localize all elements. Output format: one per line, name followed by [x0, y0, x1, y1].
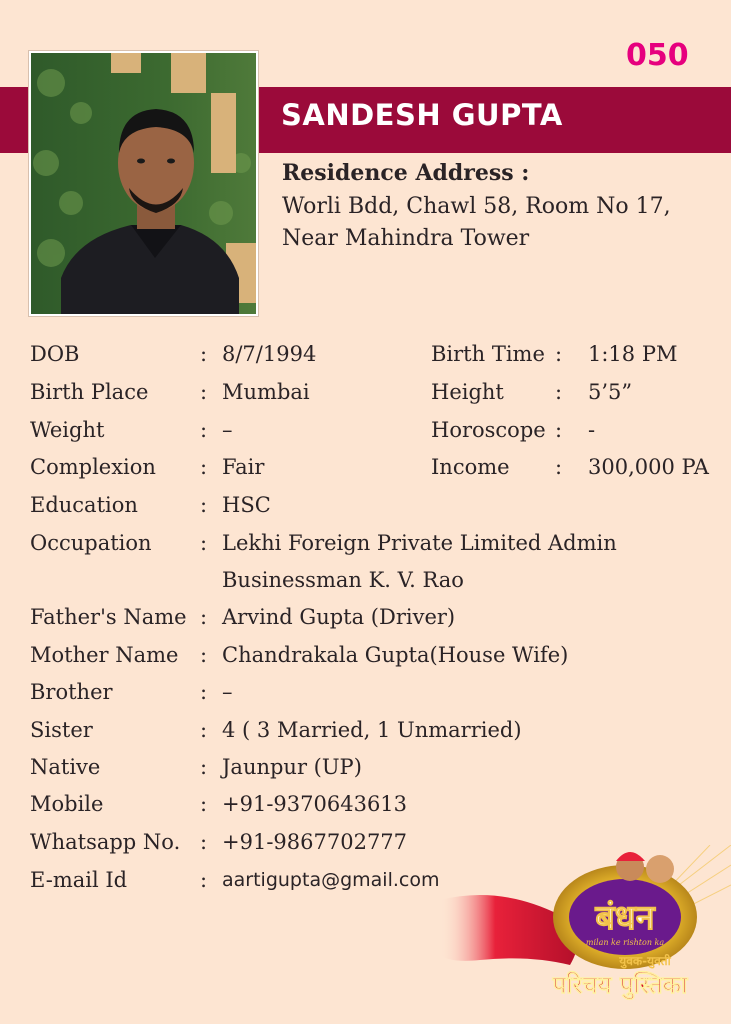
detail-label: Whatsapp No. [30, 830, 181, 854]
detail-row-father [0, 605, 731, 639]
detail-label: Height [431, 380, 504, 404]
detail-value: Businessman K. V. Rao [222, 568, 464, 592]
detail-value: 300,000 PA [588, 455, 709, 479]
logo-title: बंधन [595, 898, 655, 938]
detail-value: +91-9867702777 [222, 830, 408, 854]
detail-value: 8/7/1994 [222, 342, 317, 366]
profile-name: SANDESH GUPTA [281, 98, 563, 132]
detail-label: DOB [30, 342, 80, 366]
detail-value: HSC [222, 493, 271, 517]
detail-colon: : [555, 455, 563, 479]
detail-row-sister [0, 718, 731, 752]
detail-colon: : [200, 531, 208, 555]
detail-value: Mumbai [222, 380, 310, 404]
detail-colon: : [200, 680, 208, 704]
detail-row-occupation [0, 531, 731, 565]
detail-colon: : [200, 418, 208, 442]
detail-label: Father's Name [30, 605, 187, 629]
detail-row-birth-place [0, 380, 731, 414]
detail-colon: : [555, 418, 563, 442]
detail-value: – [222, 680, 233, 704]
detail-label: Occupation [30, 531, 152, 555]
logo-tagline: milan ke rishton ka [585, 938, 665, 947]
detail-label: Native [30, 755, 101, 779]
address-line: Near Mahindra Tower [282, 226, 530, 251]
detail-value: 1:18 PM [588, 342, 678, 366]
detail-value: +91-9370643613 [222, 792, 408, 816]
detail-row-complexion [0, 455, 731, 489]
detail-row-education [0, 493, 731, 527]
detail-row-weight [0, 418, 731, 452]
detail-value: Jaunpur (UP) [222, 755, 362, 779]
detail-label: Income [431, 455, 510, 479]
detail-value: 4 ( 3 Married, 1 Unmarried) [222, 718, 522, 742]
detail-value: Fair [222, 455, 265, 479]
detail-colon: : [200, 455, 208, 479]
detail-colon: : [200, 718, 208, 742]
address-line: Worli Bdd, Chawl 58, Room No 17, [282, 194, 671, 219]
detail-colon: : [555, 380, 563, 404]
detail-value: - [588, 418, 596, 442]
detail-row-dob [0, 342, 731, 376]
detail-row-brother [0, 680, 731, 714]
detail-label: Mobile [30, 792, 104, 816]
detail-label: Birth Time [431, 342, 545, 366]
detail-colon: : [200, 342, 208, 366]
detail-colon: : [200, 792, 208, 816]
detail-colon: : [200, 605, 208, 629]
detail-value: Lekhi Foreign Private Limited Admin [222, 531, 617, 555]
detail-value: 5’5” [588, 380, 633, 404]
detail-label: Birth Place [30, 380, 149, 404]
detail-value: – [222, 418, 233, 442]
profile-number: 050 [626, 38, 689, 73]
detail-row-mother [0, 643, 731, 677]
detail-row-occupation-cont [0, 568, 731, 602]
detail-label: Education [30, 493, 138, 517]
detail-colon: : [555, 342, 563, 366]
detail-row-mobile [0, 792, 731, 826]
detail-colon: : [200, 380, 208, 404]
detail-colon: : [200, 868, 208, 892]
logo-sub1: युवक-युवती [619, 954, 671, 968]
detail-label: Weight [30, 418, 105, 442]
detail-label: E-mail Id [30, 868, 128, 892]
logo-sub2: परिचय पुस्तिका [552, 971, 688, 999]
detail-colon: : [200, 755, 208, 779]
detail-label: Complexion [30, 455, 156, 479]
detail-label: Brother [30, 680, 113, 704]
detail-colon: : [200, 830, 208, 854]
profile-photo-image [31, 53, 256, 314]
detail-label: Mother Name [30, 643, 179, 667]
detail-value: Chandrakala Gupta(House Wife) [222, 643, 569, 667]
detail-row-native [0, 755, 731, 789]
detail-colon: : [200, 643, 208, 667]
detail-value: Arvind Gupta (Driver) [222, 605, 456, 629]
detail-label: Sister [30, 718, 93, 742]
address-heading: Residence Address : [282, 160, 530, 186]
detail-value: aartigupta@gmail.com [222, 869, 440, 891]
profile-photo [29, 51, 258, 316]
detail-label: Horoscope [431, 418, 546, 442]
bandhan-logo [440, 845, 731, 1024]
detail-colon: : [200, 493, 208, 517]
